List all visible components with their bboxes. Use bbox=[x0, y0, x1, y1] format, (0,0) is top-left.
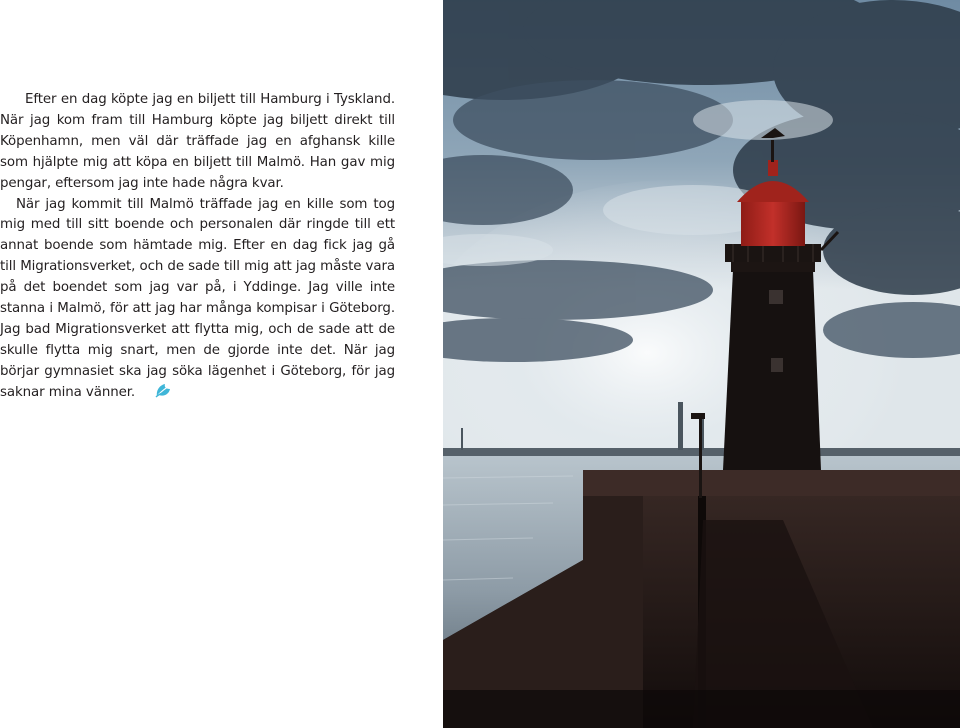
paragraph-2 bbox=[0, 195, 395, 406]
leaf-icon bbox=[139, 383, 172, 406]
lighthouse-photo bbox=[443, 0, 960, 728]
paragraph-2-text: När jag kommit till Malmö träffade jag en kille som tog mig med till sitt boende och personalen där ringde till ett annat boende som hämtade mig. Efter en dag fick jag gå till Migrationsverket, och de sade till mig att jag måste vara på det boendet som jag var på, i Yddinge. Jag ville inte stanna i Malmö, för att jag har många kompisar i Göteborg. Jag bad Migrationsverket att flytta mig, och de sade att de skulle flytta mig snart, men de gjorde inte det. När jag börjar gymnasiet ska jag söka lägenhet i Göteborg, för jag saknar mina vänner. bbox=[0, 196, 395, 400]
article-text bbox=[0, 90, 395, 406]
paragraph-1: Efter en dag köpte jag en biljett till Hamburg i Tyskland. När jag kom fram till Hamburg köpte jag biljett direkt till Köpenhamn, men väl där träffade jag en afghansk kille som hjälpte mig att köpa en biljett till Malmö. Han gav mig pengar, eftersom jag inte hade några kvar. bbox=[0, 92, 395, 191]
